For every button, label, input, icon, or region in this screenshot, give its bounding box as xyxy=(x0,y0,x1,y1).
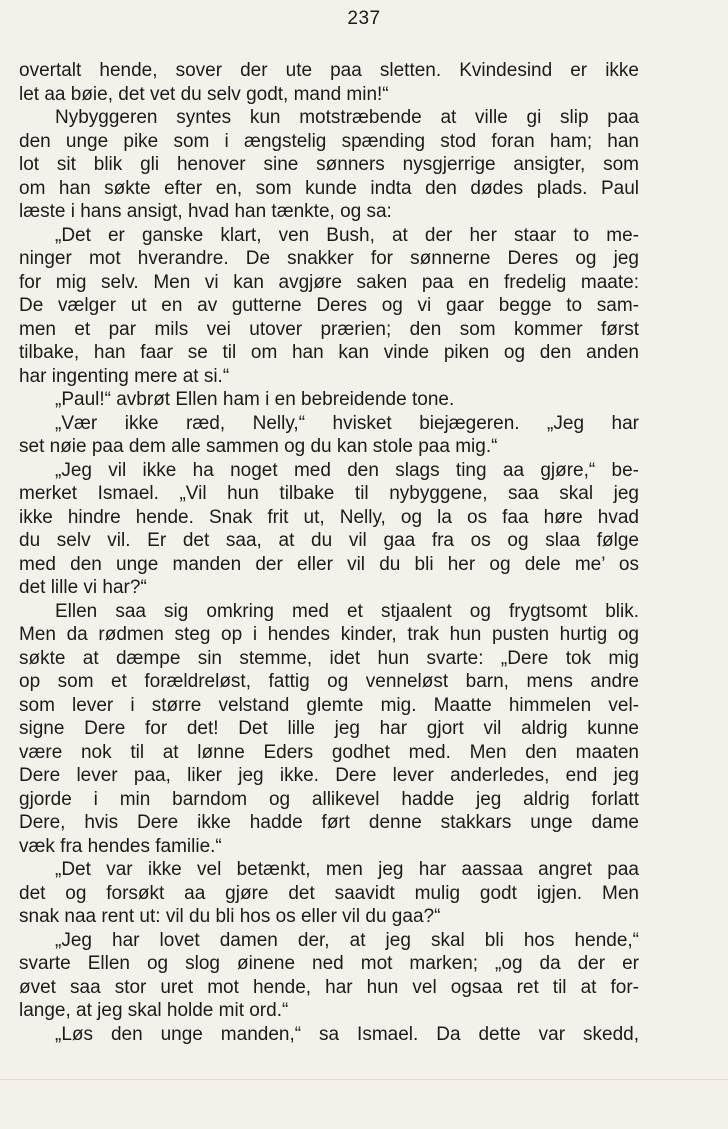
text-line: gjorde i min barndom og allikevel hadde jeg aldrig forlatt xyxy=(19,788,639,810)
text-line: du selv vil. Er det saa, at du vil gaa fra os og slaa følge xyxy=(19,530,639,551)
text-line: De vælger ut en av gutterne Deres og vi gaar begge to sam- xyxy=(19,295,639,316)
text-line: tilbake, han faar se til om han kan vinde piken og den anden xyxy=(19,342,639,363)
text-line: „Vær ikke ræd, Nelly,“ hvisket biejægeren. „Jeg har xyxy=(55,412,639,434)
text-line: ikke hindre hende. Snak frit ut, Nelly, og la os faa høre hvad xyxy=(19,506,639,528)
text-line: men et par mils vei utover prærien; den som kommer først xyxy=(19,318,639,340)
text-line: „Løs den unge manden,“ sa Ismael. Da dette var skedd, xyxy=(55,1023,639,1045)
text-line: „Det er ganske klart, ven Bush, at der her staar to me- xyxy=(55,224,639,246)
text-line: øvet saa stor uret mot hende, har hun vel ogsaa ret til at for- xyxy=(19,976,639,998)
text-line: være nok til at lønne Eders godhet med. Men den maaten xyxy=(19,741,639,763)
text-line: Men da rødmen steg op i hendes kinder, trak hun pusten hurtig og xyxy=(19,624,639,645)
text-line: snak naa rent ut: vil du bli hos os eller vil du gaa?“ xyxy=(19,906,441,927)
text-line: op som et forældreløst, fattig og venneløst barn, mens andre xyxy=(19,671,639,692)
text-line: det og forsøkt aa gjøre det saavidt mulig godt igjen. Men xyxy=(19,882,639,904)
text-line: let aa bøie, det vet du selv godt, mand min!“ xyxy=(19,83,389,105)
text-line: „Jeg vil ikke ha noget med den slags ting aa gjøre,“ be- xyxy=(55,459,639,481)
text-line: „Paul!“ avbrøt Ellen ham i en bebreidende tone. xyxy=(55,389,455,410)
page-edge-divider xyxy=(0,1079,728,1080)
text-line: merket Ismael. „Vil hun tilbake til nybyggene, saa skal jeg xyxy=(19,483,639,504)
text-line: „Det var ikke vel betænkt, men jeg har aassaa angret paa xyxy=(55,859,639,880)
text-line: Dere, hvis Dere ikke hadde ført denne stakkars unge dame xyxy=(19,812,639,833)
text-line: signe Dere for det! Det lille jeg har gjort vil aldrig kunne xyxy=(19,718,639,739)
text-line: for mig selv. Men vi kan avgjøre saken paa en fredelig maate: xyxy=(19,271,639,293)
text-line: om han søkte efter en, som kunde indta den dødes plads. Paul xyxy=(19,177,639,199)
text-line: svarte Ellen og slog øinene ned mot marken; „og da der er xyxy=(19,953,639,974)
page-number: 237 xyxy=(347,8,381,29)
text-line: væk fra hendes familie.“ xyxy=(19,835,222,857)
text-line: „Jeg har lovet damen der, at jeg skal bli hos hende,“ xyxy=(55,929,639,951)
text-line: set nøie paa dem alle sammen og du kan stole paa mig.“ xyxy=(19,436,498,457)
text-line: lot sit blik gli henover sine sønners nysgjerrige ansigter, som xyxy=(19,154,639,175)
text-line: ninger mot hverandre. De snakker for sønnerne Deres og jeg xyxy=(19,248,639,269)
body-text xyxy=(19,59,639,1046)
text-line: den unge pike som i ængstelig spænding stod foran ham; han xyxy=(19,130,639,152)
text-line: det lille vi har?“ xyxy=(19,577,147,598)
text-line: har ingenting mere at si.“ xyxy=(19,365,230,387)
text-line: overtalt hende, sover der ute paa sletten. Kvindesind er ikke xyxy=(19,60,639,81)
text-line: Dere lever paa, liker jeg ikke. Dere lever anderledes, end jeg xyxy=(19,765,639,786)
text-line: Ellen saa sig omkring med et stjaalent og frygtsomt blik. xyxy=(55,600,639,622)
text-line: med den unge manden der eller vil du bli her og dele me’ os xyxy=(19,553,639,575)
text-line: som lever i større velstand glemte mig. Maatte himmelen vel- xyxy=(19,694,639,716)
text-line: læste i hans ansigt, hvad han tænkte, og sa: xyxy=(19,201,392,222)
text-line: Nybyggeren syntes kun motstræbende at ville gi slip paa xyxy=(55,107,639,128)
text-line: søkte at dæmpe sin stemme, idet hun svarte: „Dere tok mig xyxy=(19,647,639,669)
text-line: lange, at jeg skal holde mit ord.“ xyxy=(19,1000,289,1021)
